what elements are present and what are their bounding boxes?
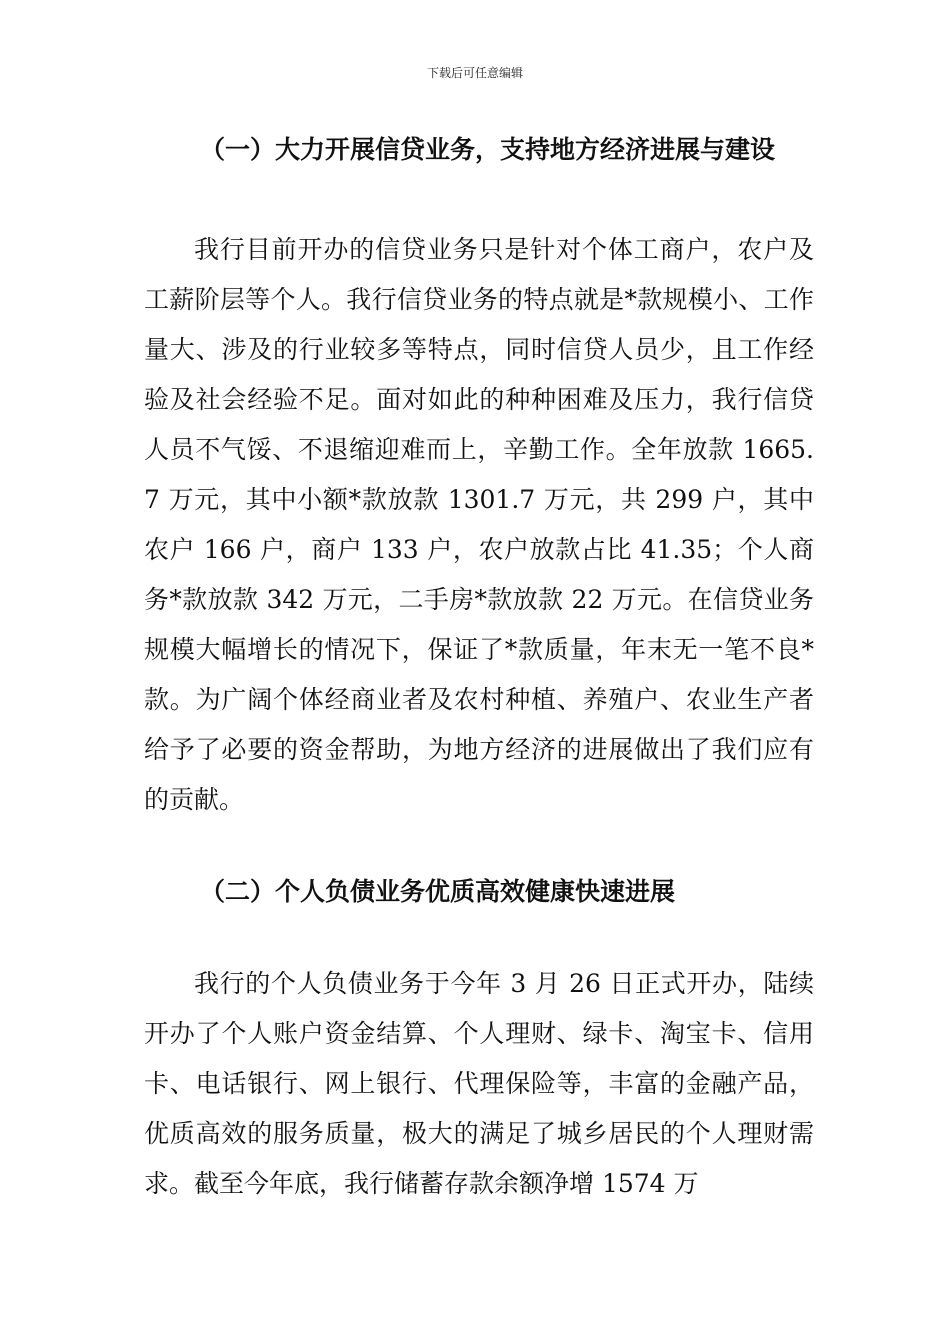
section-heading-2: （二）个人负债业务优质高效健康快速进展 <box>200 877 676 906</box>
section-paragraph-1: 我行目前开办的信贷业务只是针对个体工商户，农户及工薪阶层等个人。我行信贷业务的特点就是*款规模小、工作量大、涉及的行业较多等特点，同时信贷人员少，且工作经验及社会经验不足。面对如此的种种困难及压力，我行信贷人员不气馁、不退缩迎难而上，辛勤工作。全年放款 1665.7 万元，其中小额*款放款 1301.7 万元，共 299 户，其中农户 166 户，商户 133 户，农户放款占比 41.35；个人商务*款放款 342 万元，二手房*款放款 22 万元。在信贷业务规模大幅增长的情况下，保证了*款质量，年末无一笔不良*款。为广阔个体经商业者及农村种植、养殖户、农业生产者给予了必要的资金帮助，为地方经济的进展做出了我们应有的贡献。 <box>144 235 814 814</box>
section-heading-1: （一）大力开展信贷业务，支持地方经济进展与建设 <box>200 135 776 164</box>
document-body <box>144 130 814 1209</box>
header-note: 下载后可任意编辑 <box>426 66 523 80</box>
section-paragraph-2: 我行的个人负债业务于今年 3 月 26 日正式开办，陆续开办了个人账户资金结算、个人理财、绿卡、淘宝卡、信用卡、电话银行、网上银行、代理保险等，丰富的金融产品，优质高效的服务质量，极大的满足了城乡居民的个人理财需求。截至今年底，我行储蓄存款余额净增 1574 万 <box>144 969 814 1198</box>
